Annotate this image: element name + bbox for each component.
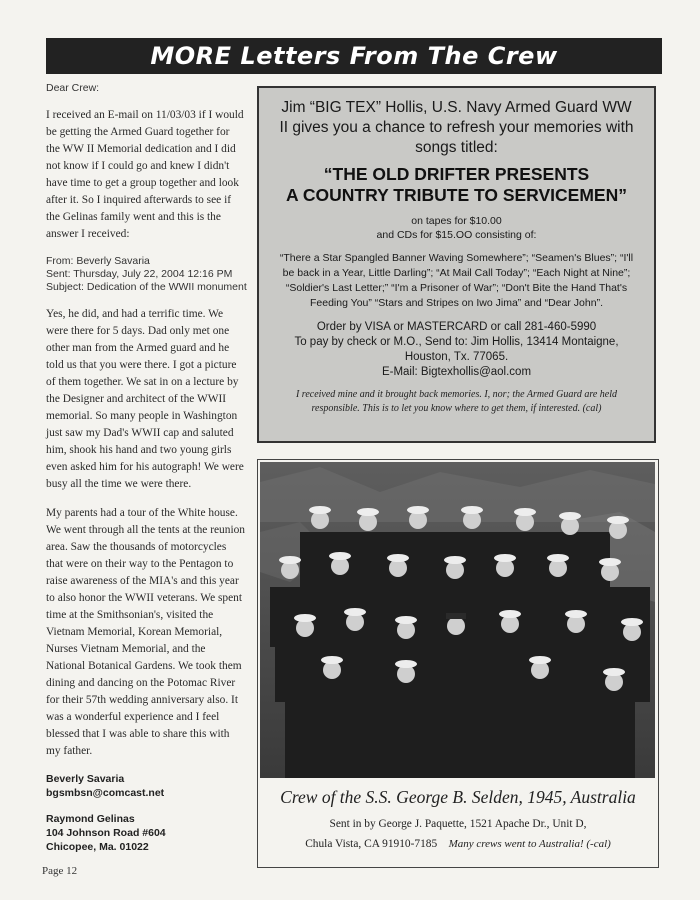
letter-column	[46, 82, 246, 854]
email-sent: Sent: Thursday, July 22, 2004 12:16 PM	[46, 268, 233, 280]
ad-editor-note: I received mine and it brought back memories. I, nor; the Armed Guard are held responsible. This is to let you know where to get them, if interested. (cal)	[295, 389, 618, 414]
signature-name: Beverly Savaria	[46, 773, 125, 785]
caption-address-city: Chula Vista, CA 91910-7185	[305, 838, 438, 850]
letter-salutation: Dear Crew:	[46, 82, 100, 94]
page-number: Page 12	[42, 865, 78, 877]
ad-price-cds: and CDs for $15.OO consisting of:	[376, 229, 537, 241]
ad-title-line-2: A COUNTRY TRIBUTE TO SERVICEMEN”	[286, 185, 627, 205]
ad-order-address: To pay by check or M.O., Send to: Jim Hollis, 13414 Montaigne, Houston, Tx. 77065.	[294, 336, 619, 363]
caption-line-1: Sent in by George J. Paquette, 1521 Apache Dr., Unit D,	[329, 818, 587, 830]
ad-song-list: “There a Star Spangled Banner Waving Somewhere”; “Seamen's Blues”; “I'll be back in a Year, Little Darling”; “At Mail Call Today”; “Each Night at Nine”; “Soldier's Last Letter;” “I'm a Prisoner of War”; “Don't Bite the Hand That's Feeding You” “Stars and Stripes on Iwo Jima” and “Dear John”.	[279, 252, 634, 309]
ad-title-line-1: “THE OLD DRIFTER PRESENTS	[323, 164, 590, 184]
crew-group-photo	[260, 462, 655, 778]
address-name: Raymond Gelinas	[46, 813, 135, 825]
ad-order-email: E-Mail: Bigtexhollis@aol.com	[381, 366, 532, 378]
ad-order-phone: Order by VISA or MASTERCARD or call 281-460-5990	[316, 321, 597, 333]
ad-price-tapes: on tapes for $10.00	[411, 215, 502, 227]
address-street: 104 Johnson Road #604	[46, 827, 166, 839]
ad-pricing	[275, 214, 638, 242]
cd-advertisement	[257, 86, 656, 443]
ad-album-title	[275, 164, 638, 206]
letter-paragraph-2: Yes, he did, and had a terrific time. We were there for 5 days. Dad only met one other man from the Armed guard and he told us that you were there. I got a picture of them together. We sat in on a lecture by the Designer and architect of the WWII memorial. So many people in Washington just saw my Dad's WWII cap and saluted him, shook his hand and two young girls even asked him for his autograph! We were busy all the time we were there.	[46, 308, 244, 490]
crew-photo-illustration	[260, 462, 655, 778]
email-from: From: Beverly Savaria	[46, 255, 150, 267]
letter-paragraph-1: I received an E-mail on 11/03/03 if I would be getting the Armed Guard together for the WW II Memorial dedication and I did not know if I could go and knew I didn't have time to get a group together and look after it. So I inquired afterwards to see if the Gelinas family went and this is the answer I received:	[46, 109, 244, 240]
address-city: Chicopee, Ma. 01022	[46, 841, 149, 853]
banner-title: MORE Letters From The Crew	[150, 42, 558, 70]
letter-paragraph-3: My parents had a tour of the White house. We went through all the tents at the reunion area. Saw the thousands of motorcycles that were on their way to the Pentagon to raise awareness of the MIA's and this year to also honor the WWII veterans. We spent time at the Smithsonian's, visited the Vietnam Memorial, Korean Memorial, Nurses Vietnam Memorial, and the National Botanical Gardens. We took them dining and dancing on the Potomac River for their 57th wedding anniversary also. It was a wonderful experience and I feel blessed that I was able to share this with my father.	[46, 507, 245, 757]
caption-line-2	[258, 834, 658, 854]
email-subject: Subject: Dedication of the WWII monument	[46, 281, 247, 293]
ad-headline: Jim “BIG TEX” Hollis, U.S. Navy Armed Guard WW II gives you a chance to refresh your memories with songs titled:	[279, 99, 634, 156]
caption-editor-note: Many crews went to Australia! (-cal)	[448, 838, 611, 850]
ad-order-info	[275, 320, 638, 380]
signature-email: bgsmbsn@comcast.net	[46, 787, 165, 799]
photo-caption	[258, 784, 658, 854]
page-banner	[46, 38, 662, 74]
caption-title: Crew of the S.S. George B. Selden, 1945, Australia	[280, 787, 636, 807]
crew-photo-frame	[257, 459, 659, 868]
